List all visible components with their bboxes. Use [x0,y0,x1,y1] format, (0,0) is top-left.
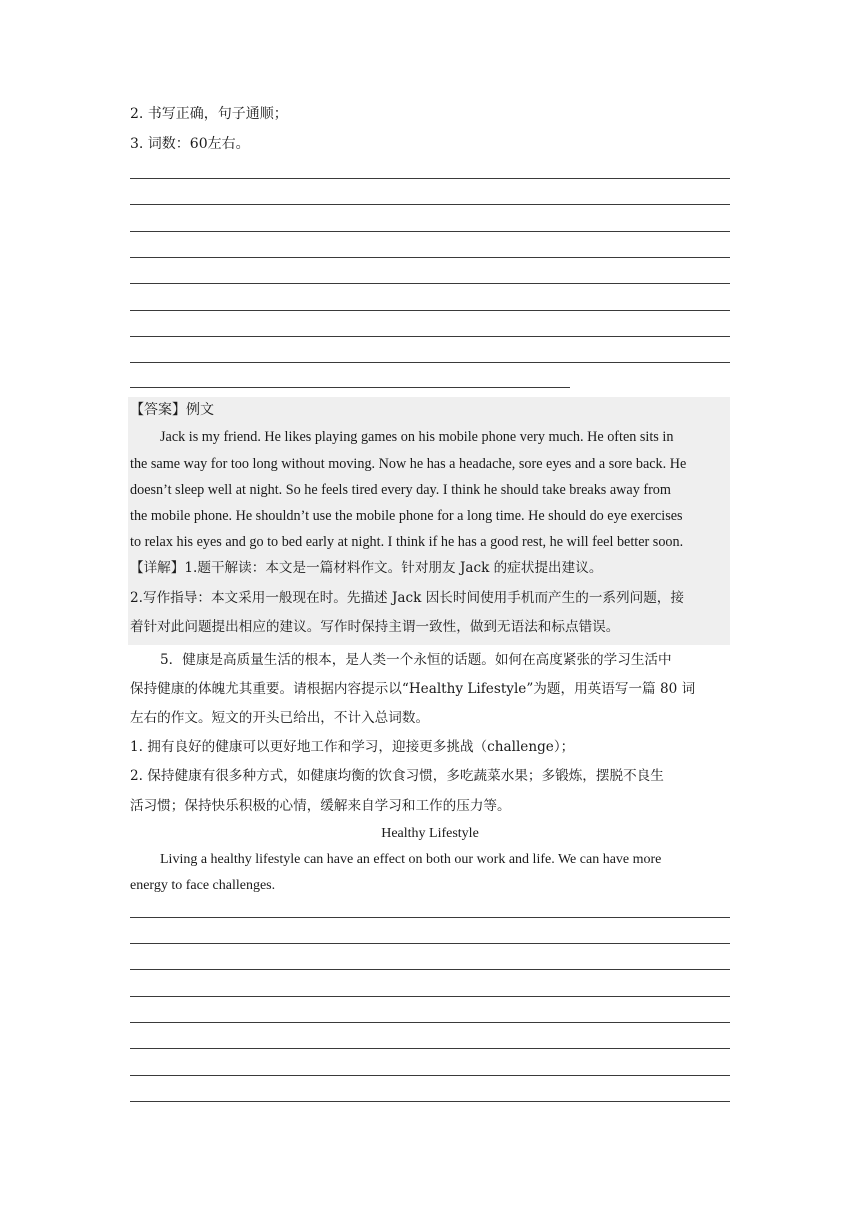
writing-line [130,1048,730,1049]
opening-line: energy to face challenges. [130,878,276,893]
writing-line [130,1075,730,1076]
writing-line [130,996,730,997]
question5-point2: 活习惯；保持快乐积极的心情，缓解来自学习和工作的压力等。 [130,798,511,814]
writing-line [130,943,730,944]
writing-line [130,283,730,284]
writing-line [130,204,730,205]
writing-line [130,310,730,311]
writing-line [130,969,730,970]
detail-line: 【详解】1.题干解读：本文是一篇材料作文。针对朋友 Jack 的症状提出建议。 [130,560,603,576]
essay-title: Healthy Lifestyle [381,826,479,841]
writing-line [130,257,730,258]
guide-line: 2.写作指导：本文采用一般现在时。先描述 Jack 因长时间使用手机而产生的一系列问题，接 [130,590,684,606]
requirement-2: 2. 书写正确，句子通顺； [130,106,288,122]
guide-line: 着针对此问题提出相应的建议。写作时保持主谓一致性，做到无语法和标点错误。 [130,619,620,635]
question5-intro: 5．健康是高质量生活的根本，是人类一个永恒的话题。如何在高度紧张的学习生活中 [160,652,672,668]
writing-line [130,1101,730,1102]
writing-line [130,178,730,179]
opening-line: Living a healthy lifestyle can have an effect on both our work and life. We can have more [160,852,662,867]
writing-line [130,231,730,232]
essay-line: the same way for too long without moving. Now he has a headache, sore eyes and a sore back. He [130,456,687,472]
question5-intro: 左右的作文。短文的开头已给出，不计入总词数。 [130,710,430,726]
writing-line [130,362,730,363]
writing-line [130,336,730,337]
question5-intro: 保持健康的体魄尤其重要。请根据内容提示以“Healthy Lifestyle”为题，用英语写一篇 80 词 [130,681,696,697]
question5-point2: 2. 保持健康有很多种方式，如健康均衡的饮食习惯，多吃蔬菜水果；多锻炼，摆脱不良生 [130,768,664,784]
question5-point1: 1. 拥有良好的健康可以更好地工作和学习，迎接更多挑战（challenge）； [130,739,575,755]
writing-line [130,917,730,918]
requirement-3: 3. 词数：60左右。 [130,136,250,152]
essay-line: the mobile phone. He shouldn’t use the mobile phone for a long time. He should do eye exercises [130,508,683,524]
essay-line: Jack is my friend. He likes playing games on his mobile phone very much. He often sits in [160,429,674,445]
writing-line-short [130,387,570,388]
answer-label: 【答案】例文 [130,402,214,418]
writing-line [130,1022,730,1023]
essay-line: to relax his eyes and go to bed early at night. I think if he has a good rest, he will feel better soon. [130,534,684,550]
essay-line: doesn’t sleep well at night. So he feels tired every day. I think he should take breaks away from [130,482,671,498]
